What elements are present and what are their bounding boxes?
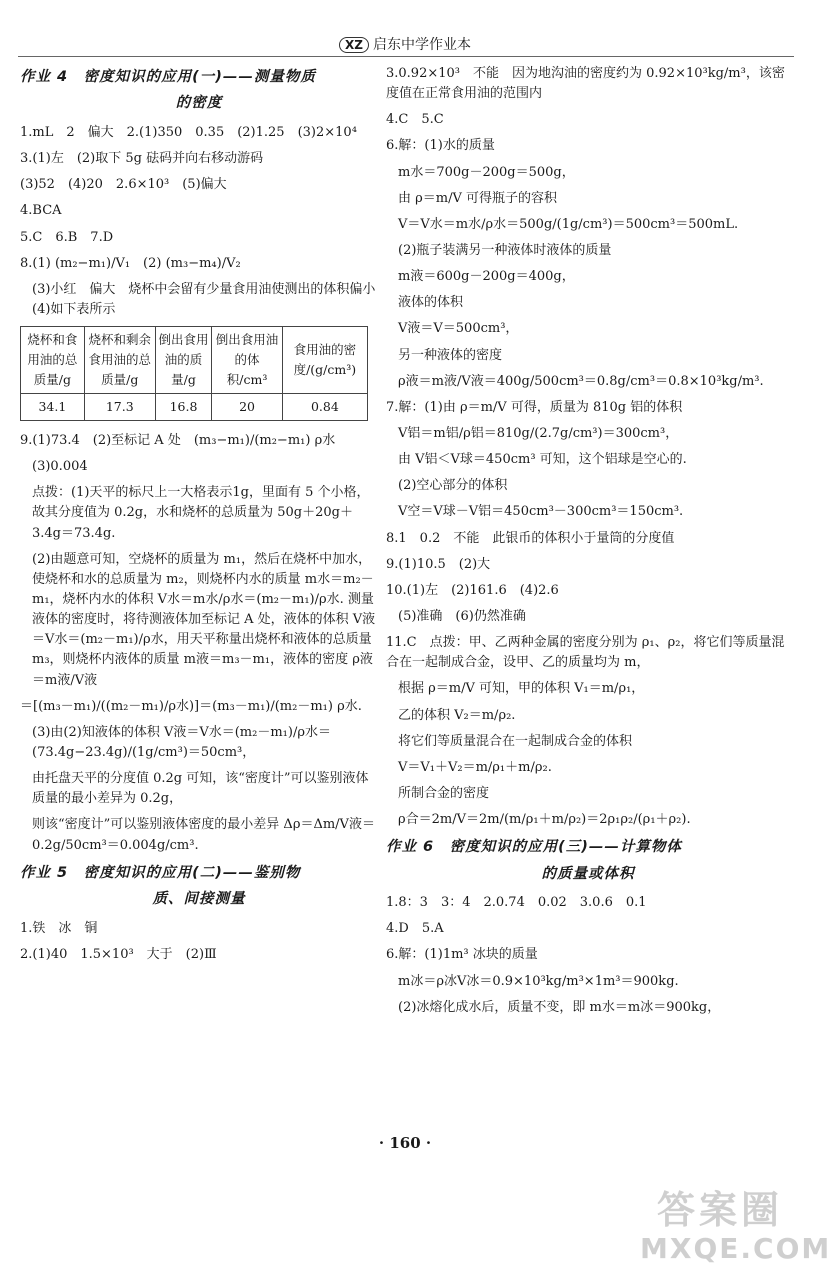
answer-line: 将它们等质量混合在一起制成合金的体积 [398, 733, 633, 749]
hint-paragraph: 点拨：(1)天平的标尺上一大格表示1g，里面有 5 个小格，故其分度值为 0.2g，水和烧杯的总质量为 50g＋20g＋3.4g＝73.4g. [32, 485, 370, 541]
formula-line: ＝[(m₃－m₁)/((m₂－m₁)/ρ水)]＝(m₃－m₁)/(m₂－m₁) ρ水. [20, 698, 362, 714]
answer-line: (3)0.004 [32, 459, 88, 475]
page-header [0, 34, 810, 54]
answer-line: 4.BCA [20, 203, 62, 219]
right-column [386, 64, 790, 1024]
answer-line: 9.(1)10.5 (2)大 [386, 556, 491, 572]
hint-paragraph: 则该“密度计”可以鉴别液体密度的最小差异 Δρ＝Δm/V液＝0.2g/50cm³＝0.004g/cm³. [32, 817, 375, 853]
table-header-cell: 烧杯和剩余食用油的总质量/g [84, 327, 155, 394]
answer-line: 由 V铝＜V球＝450cm³ 可知，这个铝球是空心的. [398, 452, 687, 468]
answer-line: 由 ρ＝m/V 可得瓶子的容积 [398, 190, 558, 206]
table-cell: 20 [212, 394, 282, 421]
page-number: · 160 · [378, 1134, 432, 1152]
answer-line: 9.(1)73.4 (2)至标记 A 处 (m₃−m₁)/(m₂−m₁) ρ水 [20, 433, 336, 449]
formula-line: V空＝V球－V铝＝450cm³－300cm³＝150cm³. [398, 504, 684, 520]
formula-line: V铝＝m铝/ρ铝＝810g/(2.7g/cm³)＝300cm³， [398, 425, 679, 441]
answer-line: 4.D 5.A [386, 921, 444, 937]
hint-paragraph: (3)由(2)知液体的体积 V液＝V水＝(m₂－m₁)/ρ水＝(73.4g−23.4g)/(1g/cm³)＝50cm³， [32, 724, 331, 761]
answer-line: 7.解：(1)由 ρ＝m/V 可得，质量为 810g 铝的体积 [386, 399, 683, 415]
oil-density-table [20, 326, 368, 421]
answer-line: 另一种液体的密度 [398, 347, 503, 363]
hint-paragraph: 由托盘天平的分度值 0.2g 可知，该“密度计”可以鉴别液体质量的最小差异为 0.2g， [32, 771, 369, 807]
table-header-cell: 食用油的密度/(g/cm³) [282, 327, 367, 394]
table-cell: 34.1 [21, 394, 85, 421]
answer-line: 6.解：(1)水的质量 [386, 138, 495, 154]
answer-line: 液体的体积 [398, 295, 464, 311]
watermark-url: MXQE.COM [640, 1232, 831, 1265]
left-column [20, 64, 389, 971]
watermark-text: 答案圈 [656, 1188, 783, 1232]
hw6-title: 作业 6 密度知识的应用(三)——计算物体 [386, 839, 682, 856]
watermark-logo [640, 1188, 831, 1266]
answer-line: (5)准确 (6)仍然准确 [398, 608, 526, 624]
answer-line: m水＝700g－200g＝500g， [398, 164, 575, 180]
table-cell: 17.3 [84, 394, 155, 421]
answer-line: (2)冰熔化成水后，质量不变，即 m水＝m冰＝900kg， [398, 999, 721, 1015]
answer-line: 3.(1)左 (2)取下 5g 砝码并向右移动游码 [20, 151, 264, 167]
hw5-title: 作业 5 密度知识的应用(二)——鉴别物 [20, 864, 301, 881]
hw6-title-cont: 的质量或体积 [541, 865, 635, 882]
hw4-title: 作业 4 密度知识的应用(一)——测量物质 [20, 69, 316, 85]
formula-line: m冰＝ρ冰V冰＝0.9×10³kg/m³×1m³＝900kg. [398, 973, 679, 989]
table-row [21, 394, 368, 421]
table-header-cell: 倒出食用油的质量/g [155, 327, 212, 394]
answer-line: m液＝600g－200g＝400g， [398, 269, 575, 285]
table-header-cell: 倒出食用油的体积/cm³ [212, 327, 282, 394]
answer-line: (2)瓶子装满另一种液体时液体的质量 [398, 242, 612, 258]
answer-line: 8.1 0.2 不能 此银币的体积小于量筒的分度值 [386, 530, 675, 546]
answer-line: (3)小红 偏大 烧杯中会留有少量食用油使测出的体积偏小 (4)如下表所示 [32, 281, 389, 317]
answer-line: 1.8：3 3：4 2.0.74 0.02 3.0.6 0.1 [386, 895, 647, 911]
formula-line: 乙的体积 V₂＝m/ρ₂. [398, 707, 516, 723]
header-title: 启东中学作业本 [372, 37, 471, 53]
hint-paragraph: 11.C 点拨：甲、乙两种金属的密度分别为 ρ₁、ρ₂，将它们等质量混合在一起制成合金，设甲、乙的质量均为 m， [386, 635, 785, 671]
answer-line: 2.(1)40 1.5×10³ 大于 (2)Ⅲ [20, 946, 217, 962]
answer-line: V液＝V＝500cm³， [398, 321, 519, 337]
formula-line: ρ合＝2m/V＝2m/(m/ρ₁＋m/ρ₂)＝2ρ₁ρ₂/(ρ₁＋ρ₂). [398, 812, 691, 828]
answer-line: (3)52 (4)20 2.6×10³ (5)偏大 [20, 177, 227, 193]
header-divider [18, 56, 794, 57]
table-cell: 16.8 [155, 394, 212, 421]
answer-line: 3.0.92×10³ 不能 因为地沟油的密度约为 0.92×10³kg/m³，该密度值在正常食用油的范围内 [386, 66, 785, 102]
answer-line: 10.(1)左 (2)161.6 (4)2.6 [386, 582, 559, 598]
table-header-row [21, 327, 368, 394]
formula-line: 根据 ρ＝m/V 可知，甲的体积 V₁＝m/ρ₁， [398, 681, 645, 697]
answer-line: 5.C 6.B 7.D [20, 229, 114, 245]
hw5-title-cont: 质、间接测量 [152, 891, 246, 908]
answer-line: 6.解：(1)1m³ 冰块的质量 [386, 947, 538, 963]
answer-line: (2)空心部分的体积 [398, 478, 508, 494]
hint-paragraph: (2)由题意可知，空烧杯的质量为 m₁，然后在烧杯中加水，使烧杯和水的总质量为 m₂，则烧杯内水的质量 m水＝m₂－m₁，烧杯内水的体积 V水＝m水/ρ水＝(m₂－m₁)/ρ水. 测量液体的密度时，将待测液体加至标记 A 处，液体的体积 V液＝V水＝(m₂－m₁)/ρ水，用天平称量出烧杯和液体的总质量 m₃，则烧杯内液体的质量 m液＝m₃－m₁，液体的密度 ρ液＝m液/V液 [32, 551, 376, 688]
answer-line: 8.(1) (m₂−m₁)/V₁ (2) (m₃−m₄)/V₂ [20, 255, 241, 271]
table-cell: 0.84 [282, 394, 367, 421]
formula-line: ρ液＝m液/V液＝400g/500cm³＝0.8g/cm³＝0.8×10³kg/m³. [398, 373, 764, 389]
hw4-title-cont: 的密度 [175, 95, 223, 112]
formula-line: V＝V水＝m水/ρ水＝500g/(1g/cm³)＝500cm³＝500mL. [398, 216, 739, 232]
answer-line: 4.C 5.C [386, 112, 444, 128]
answer-line: 1.mL 2 偏大 2.(1)350 0.35 (2)1.25 (3)2×10⁴ [20, 124, 357, 140]
table-header-cell: 烧杯和食用油的总质量/g [21, 327, 85, 394]
answer-line: 1.铁 冰 铜 [20, 920, 98, 936]
publisher-logo: XZ [339, 37, 369, 53]
answer-line: 所制合金的密度 [398, 785, 490, 801]
formula-line: V＝V₁＋V₂＝m/ρ₁＋m/ρ₂. [398, 759, 552, 775]
